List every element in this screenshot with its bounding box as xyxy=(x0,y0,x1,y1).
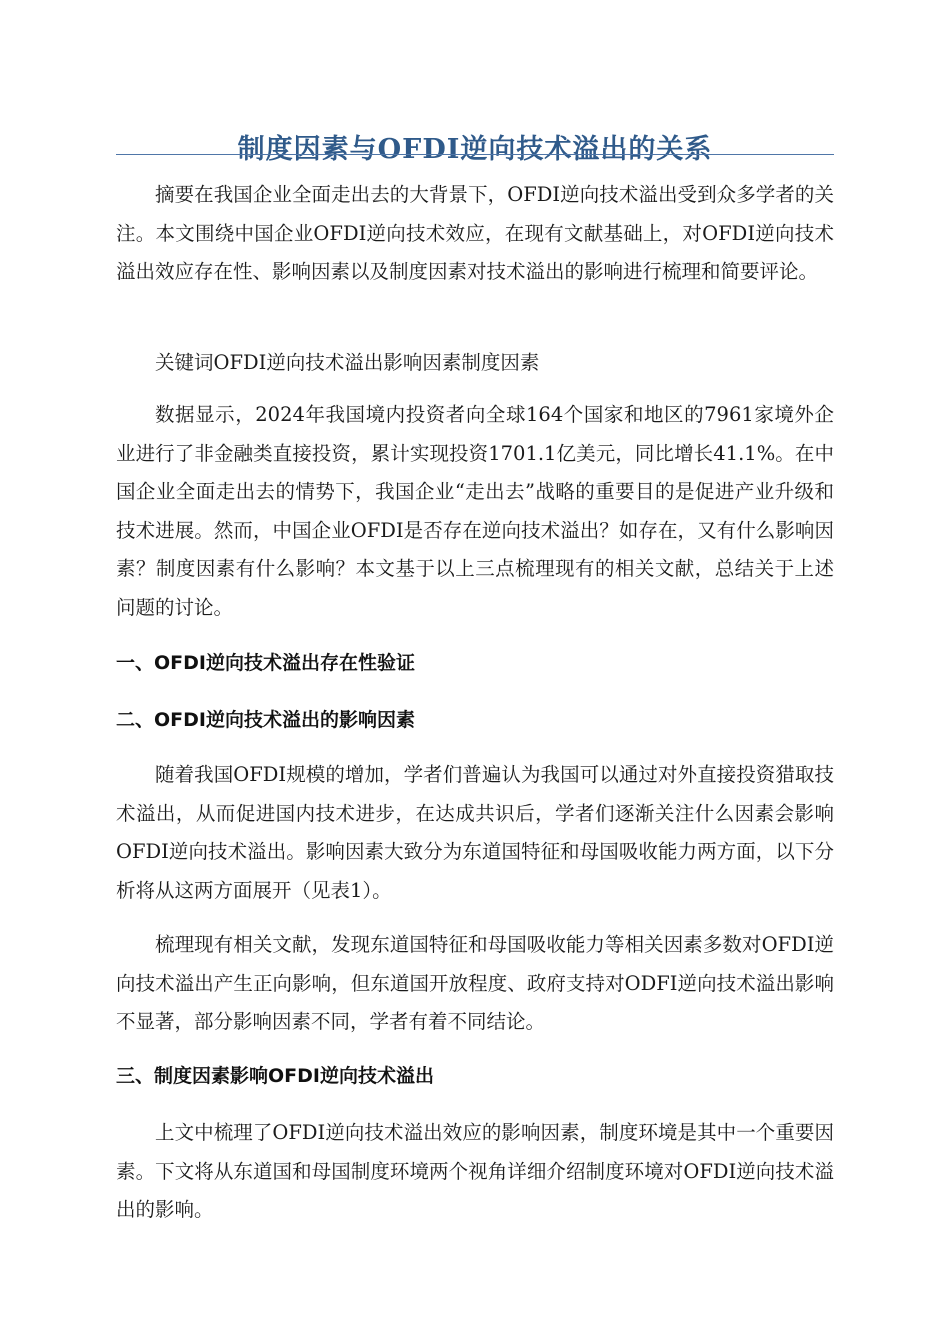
keywords-paragraph: 关键词OFDI逆向技术溢出影响因素制度因素 xyxy=(155,351,540,374)
abstract-paragraph: 摘要在我国企业全面走出去的大背景下，OFDI逆向技术溢出受到众多学者的关注。本文围绕中国企业OFDI逆向技术效应，在现有文献基础上，对OFDI逆向技术溢出效应存在性、影响因素以及制度因素对技术溢出的影响进行梳理和简要评论。 xyxy=(116,183,834,284)
section-1-heading: 一、OFDI逆向技术溢出存在性验证 xyxy=(116,652,415,674)
section-2-heading: 二、OFDI逆向技术溢出的影响因素 xyxy=(116,709,415,731)
title-underline xyxy=(116,154,834,155)
section-3-heading: 三、制度因素影响OFDI逆向技术溢出 xyxy=(116,1065,434,1087)
section-3-paragraph-1: 上文中梳理了OFDI逆向技术溢出效应的影响因素，制度环境是其中一个重要因素。下文将从东道国和母国制度环境两个视角详细介绍制度环境对OFDI逆向技术溢出的影响。 xyxy=(116,1121,834,1222)
section-2-paragraph-2: 梳理现有相关文献，发现东道国特征和母国吸收能力等相关因素多数对OFDI逆向技术溢出产生正向影响，但东道国开放程度、政府支持对ODFI逆向技术溢出影响不显著，部分影响因素不同，学者有着不同结论。 xyxy=(116,933,834,1034)
section-2-paragraph-1: 随着我国OFDI规模的增加，学者们普遍认为我国可以通过对外直接投资猎取技术溢出，从而促进国内技术进步，在达成共识后，学者们逐渐关注什么因素会影响OFDI逆向技术溢出。影响因素大致分为东道国特征和母国吸收能力两方面，以下分析将从这两方面展开（见表1）。 xyxy=(116,763,834,902)
intro-paragraph: 数据显示，2024年我国境内投资者向全球164个国家和地区的7961家境外企业进行了非金融类直接投资，累计实现投资1701.1亿美元，同比增长41.1%。在中国企业全面走出去的情势下，我国企业“走出去”战略的重要目的是促进产业升级和技术进展。然而，中国企业OFDI是否存在逆向技术溢出？如存在，又有什么影响因素？制度因素有什么影响？本文基于以上三点梳理现有的相关文献，总结关于上述问题的讨论。 xyxy=(116,403,834,619)
page-title: 制度因素与OFDI逆向技术溢出的关系 xyxy=(237,134,713,166)
